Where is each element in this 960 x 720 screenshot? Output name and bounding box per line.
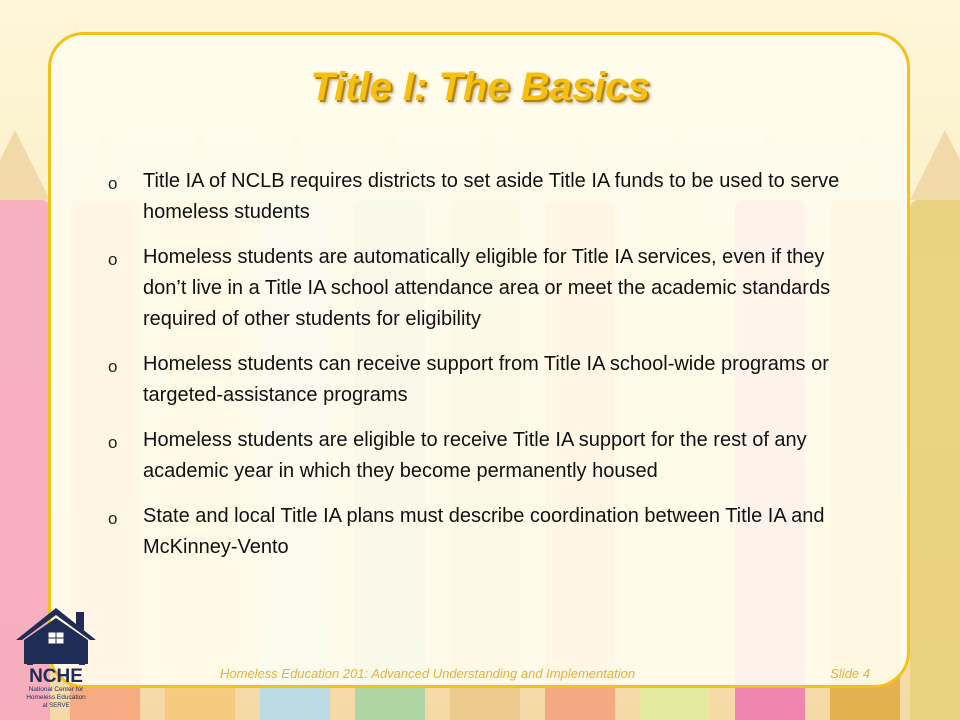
bullet-marker: o [108, 509, 118, 528]
bullet-item [108, 425, 860, 487]
logo-acronym: NCHE [29, 666, 83, 687]
logo-subtitle-line: Homeless Education [26, 694, 86, 701]
bullet-text: State and local Title IA plans must describe coordination between Title IA and McKinney-Vento [143, 505, 825, 558]
bullet-list [108, 166, 860, 577]
bullet-item [108, 166, 860, 228]
bullet-item [108, 501, 860, 563]
slide-title: Title I: The Basics [310, 65, 650, 109]
slide-footer [220, 666, 870, 681]
bullet-marker: o [108, 174, 118, 193]
logo-subtitle-line: at SERVE [42, 703, 70, 709]
pencil-decoration [910, 200, 960, 720]
slide-number: Slide 4 [830, 666, 870, 681]
bullet-text: Homeless students are eligible to receive Title IA support for the rest of any academic year in which they become permanently housed [143, 429, 807, 482]
nche-logo-icon [10, 602, 102, 712]
bullet-marker: o [108, 357, 118, 376]
bullet-marker: o [108, 250, 118, 269]
footer-text: Homeless Education 201: Advanced Understanding and Implementation [220, 666, 636, 681]
bullet-text: Title IA of NCLB requires districts to set aside Title IA funds to be used to serve homeless students [143, 170, 840, 223]
bullet-marker: o [108, 433, 118, 452]
logo-subtitle-line: National Center for [28, 686, 84, 693]
bullet-text: Homeless students are automatically eligible for Title IA services, even if they don’t live in a Title IA school attendance area or meet the academic standards required of other students for eligibility [143, 246, 831, 330]
bullet-item [108, 242, 860, 335]
bullet-item [108, 349, 860, 411]
bullet-text: Homeless students can receive support from Title IA school-wide programs or targeted-assistance programs [143, 353, 829, 406]
